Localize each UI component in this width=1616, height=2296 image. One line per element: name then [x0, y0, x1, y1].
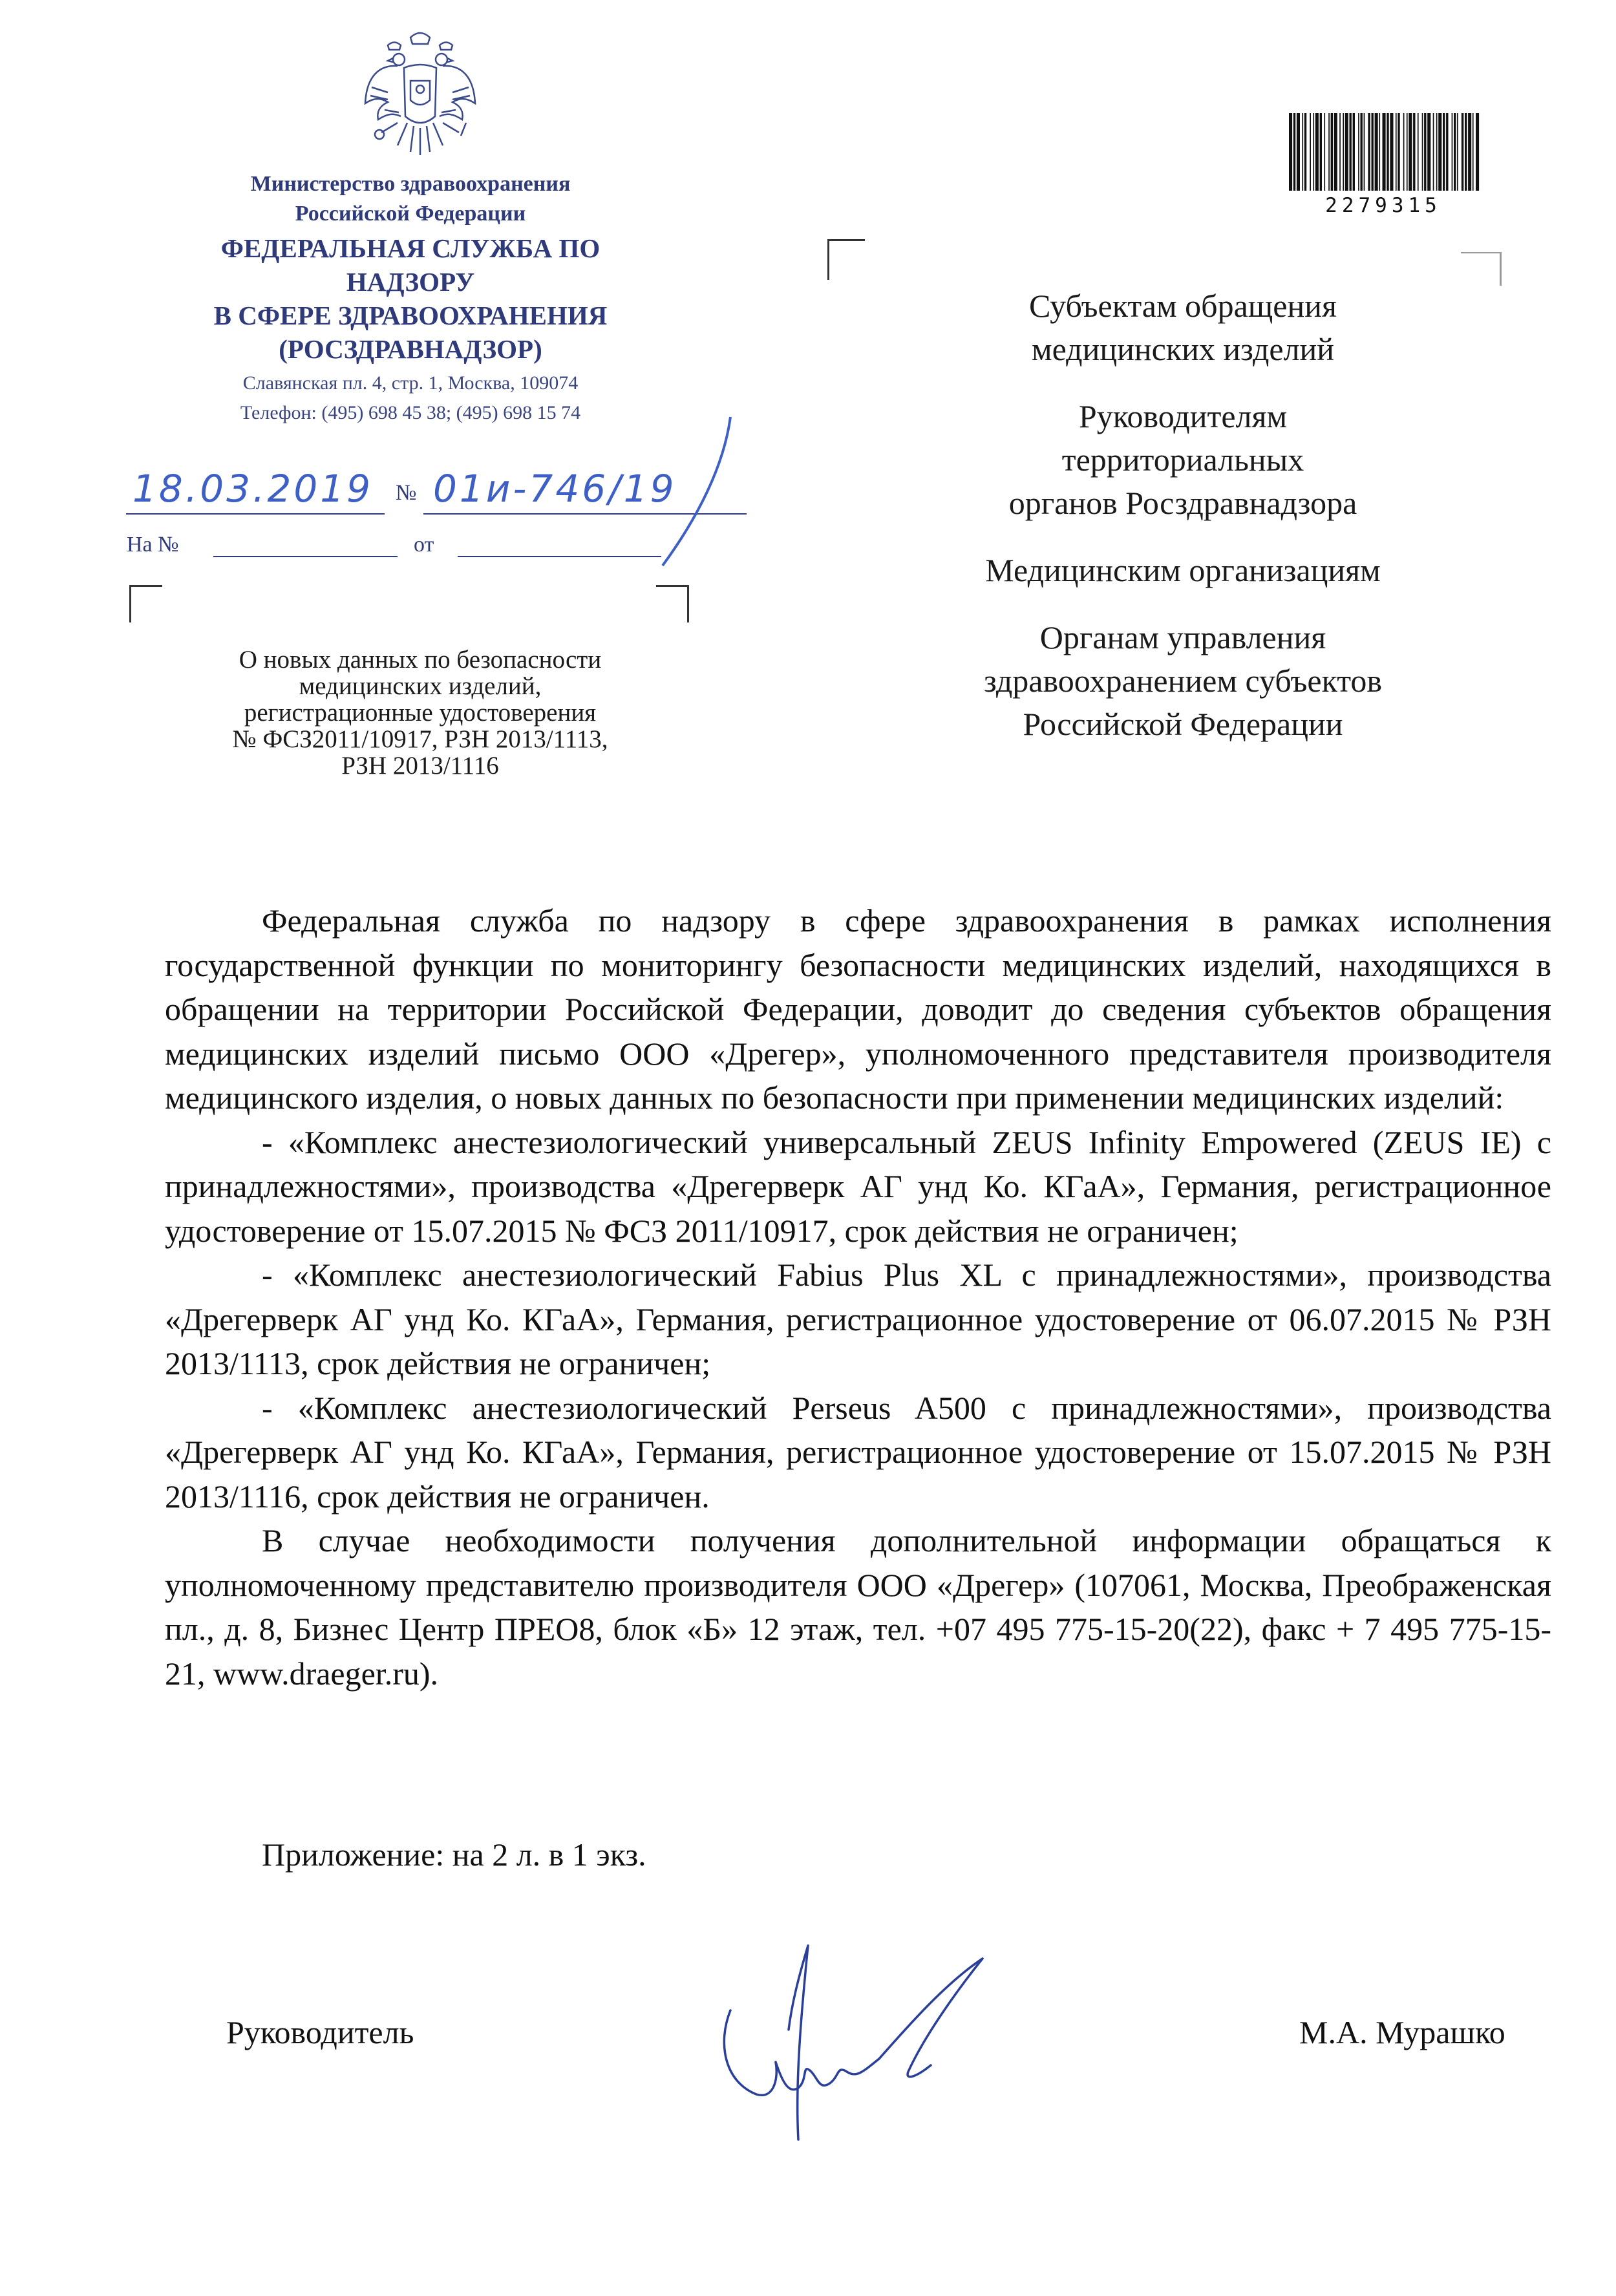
addressee-group: [892, 616, 1474, 746]
body-paragraph: Федеральная служба по надзору в сфере здравоохранения в рамках исполнения государственной функции по мониторингу безопасности медицинских изделий, находящихся в обращении на территории Российской Федерации, доводит до сведения субъектов обращения медицинских изделий письмо ООО «Дрегер», уполномоченного представителя производителя медицинского изделия, о новых данных по безопасности при применении медицинских изделий:: [165, 902, 1551, 1116]
service-line: В СФЕРЕ ЗДРАВООХРАНЕНИЯ: [213, 301, 608, 330]
barcode: [1286, 113, 1480, 194]
subject-line: регистрационные удостоверения: [244, 699, 597, 727]
letter-subject: [155, 646, 685, 779]
addressee-group: [892, 284, 1474, 371]
addressee-line: медицинских изделий: [1031, 331, 1335, 367]
registration-number: 01и-746/19: [433, 467, 677, 511]
addressee-line: Субъектам обращения: [1029, 288, 1337, 324]
body-paragraph: В случае необходимости получения дополнительной информации обращаться к уполномоченному представителю производителя ООО «Дрегер» (107061, Москва, Преображенская пл., д. 8, Бизнес Центр ПРЕО8, блок «Б» 12 этаж, тел. +07 495 775-15-20(22), факс + 7 495 775-15-21, www.draeger.ru).: [165, 1522, 1551, 1692]
addressee-group: [892, 395, 1474, 525]
handwritten-signature: [711, 1933, 1021, 2146]
device-list-item: - «Комплекс анестезиологический Fabius Plus XL с принадлежностями», производства «Дрегерверк АГ унд Ко. КГаА», Германия, регистрационное удостоверение от 06.07.2015 № РЗН 2013/1113, срок действия не ограничен;: [165, 1257, 1551, 1381]
registration-slash: [653, 414, 743, 569]
subject-line: медицинских изделий,: [299, 672, 542, 700]
corner-bracket: [1461, 252, 1502, 286]
from-date-field: [458, 556, 661, 557]
addressee-line: Медицинским организациям: [985, 552, 1381, 588]
address-line: Славянская пл. 4, стр. 1, Москва, 109074: [242, 372, 579, 394]
barcode-number: 2279315: [1325, 194, 1441, 217]
in-reply-to-field: [213, 556, 398, 557]
from-date-label: от: [414, 533, 434, 557]
coat-of-arms-emblem-icon: [359, 26, 482, 162]
service-line: ФЕДЕРАЛЬНАЯ СЛУЖБА ПО НАДЗОРУ: [220, 233, 601, 297]
registration-date: 18.03.2019: [133, 467, 374, 511]
service-line: (РОСЗДРАВНАДЗОР): [279, 334, 542, 364]
subject-line: РЗН 2013/1116: [341, 752, 499, 780]
attachment-note: Приложение: на 2 л. в 1 экз.: [262, 1836, 646, 1873]
addressee-line: органов Росздравнадзора: [1008, 485, 1357, 521]
addressee-line: Органам управления: [1039, 619, 1326, 655]
addressee-line: территориальных: [1061, 441, 1304, 478]
subject-line: О новых данных по безопасности: [239, 646, 602, 674]
corner-bracket: [129, 585, 162, 622]
corner-bracket: [827, 239, 865, 280]
registration-number-label: №: [396, 481, 417, 505]
letter-body: [165, 898, 1551, 1695]
addressee-line: Руководителям: [1078, 398, 1288, 434]
in-reply-to-label: На №: [127, 533, 179, 557]
subject-line: № ФСЗ2011/10917, РЗН 2013/1113,: [232, 725, 608, 753]
address-line: Телефон: (495) 698 45 38; (495) 698 15 74: [240, 402, 581, 423]
device-list-item: - «Комплекс анестезиологический универсальный ZEUS Infinity Empowered (ZEUS IE) с принадлежностями», производства «Дрегерверк АГ унд Ко. КГаА», Германия, регистрационное удостоверение от 15.07.2015 № ФСЗ 2011/10917, срок действия не ограничен;: [165, 1123, 1551, 1249]
ministry-line: Министерство здравоохранения: [250, 172, 571, 196]
addressee-line: Российской Федерации: [1023, 706, 1343, 742]
sender-address: [178, 368, 643, 428]
service-name: [178, 231, 643, 366]
device-list-item: - «Комплекс анестезиологический Perseus A500 с принадлежностями», производства «Дрегерверк АГ унд Ко. КГаА», Германия, регистрационное удостоверение от 15.07.2015 № РЗН 2013/1116, срок действия не ограничен.: [165, 1389, 1551, 1515]
signer-title: Руководитель: [226, 2014, 414, 2050]
addressee-group: [892, 549, 1474, 592]
corner-bracket: [656, 585, 689, 622]
signer-name: М.А. Мурашко: [1299, 2014, 1505, 2050]
addressee-line: здравоохранением субъектов: [983, 663, 1383, 699]
ministry-name: [178, 169, 643, 229]
addressee-list: [892, 284, 1474, 770]
ministry-line: Российской Федерации: [295, 202, 526, 226]
